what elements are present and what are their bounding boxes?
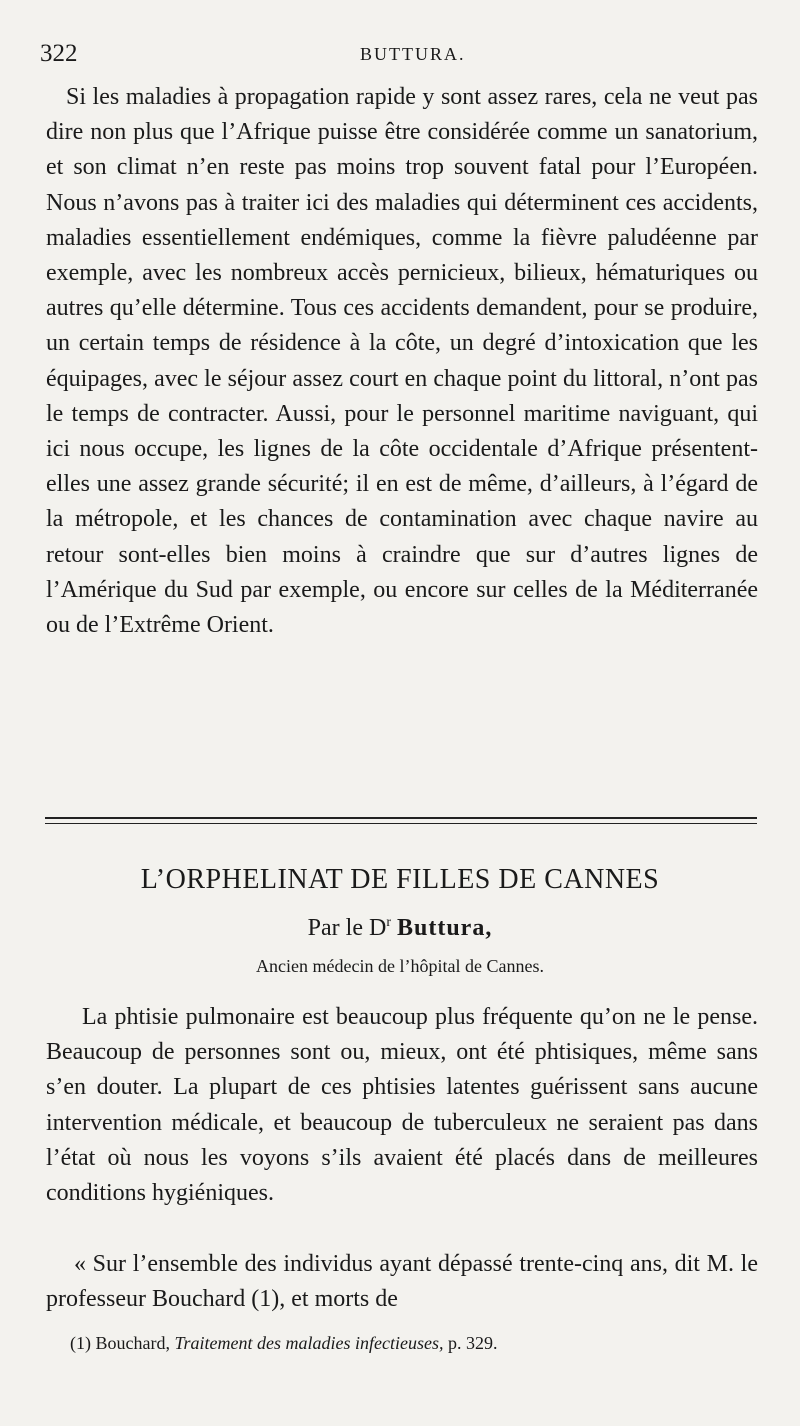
footnote: [70, 1333, 497, 1354]
running-title: BUTTURA.: [360, 44, 466, 64]
footnote-page: p. 329.: [447, 1333, 498, 1353]
footnote-title: Traitement des maladies infectieuses,: [174, 1333, 444, 1353]
author-affiliation: Ancien médecin de l’hôpital de Cannes.: [256, 956, 544, 976]
section-divider-thin: [45, 823, 757, 824]
paragraph-3: « Sur l’ensemble des individus ayant dépassé trente-cinq ans, dit M. le professeur Bouchard (1), et morts de: [46, 1251, 758, 1313]
byline-sup: r: [386, 915, 391, 930]
footnote-author: Bouchard,: [95, 1333, 170, 1353]
section-divider: [45, 817, 757, 819]
footnote-marker: (1): [70, 1333, 91, 1353]
byline-prefix: Par le D: [307, 915, 387, 941]
page-number: 322: [40, 40, 78, 67]
paragraph-1: Si les maladies à propagation rapide y sont assez rares, cela ne veut pas dire non plus que l’Afrique puisse être considérée comme un sanatorium, et son climat n’en reste pas moins trop souvent fatal pour l’Européen. Nous n’avons pas à traiter ici des maladies qui déterminent ces accidents, maladies essentiellement endémiques, comme la fièvre paludéenne par exemple, avec les nombreux accès pernicieux, bilieux, hématuriques ou autres qu’elle détermine. Tous ces accidents demandent, pour se produire, un certain temps de résidence à la côte, un degré d’intoxication que les équipages, avec le séjour assez court en chaque point du littoral, n’ont pas le temps de contracter. Aussi, pour le personnel maritime naviguant, qui ici nous occupe, les lignes de la côte occidentale d’Afrique présentent-elles une assez grande sécurité; il en est de même, d’ailleurs, à l’égard de la métropole, et les chances de contamination avec chaque navire au retour sont-elles bien moins à craindre que sur d’autres lignes de l’Amérique du Sud par exemple, ou encore sur celles de la Méditerranée ou de l’Extrême Orient.: [46, 84, 758, 639]
author-name: Buttura,: [396, 915, 493, 941]
article-title: L’ORPHELINAT DE FILLES DE CANNES: [140, 864, 660, 895]
paragraph-2: La phtisie pulmonaire est beaucoup plus fréquente qu’on ne le pense. Beaucoup de personnes sont ou, mieux, ont été phtisiques, même sans s’en douter. La plupart de ces phtisies latentes guérissent sans aucune intervention médicale, et beaucoup de tuberculeux ne seraient pas dans l’état où nous les voyons s’ils avaient été placés dans de meilleures conditions hygiéniques.: [46, 1004, 758, 1207]
running-head: [40, 40, 760, 74]
byline: [0, 915, 800, 942]
